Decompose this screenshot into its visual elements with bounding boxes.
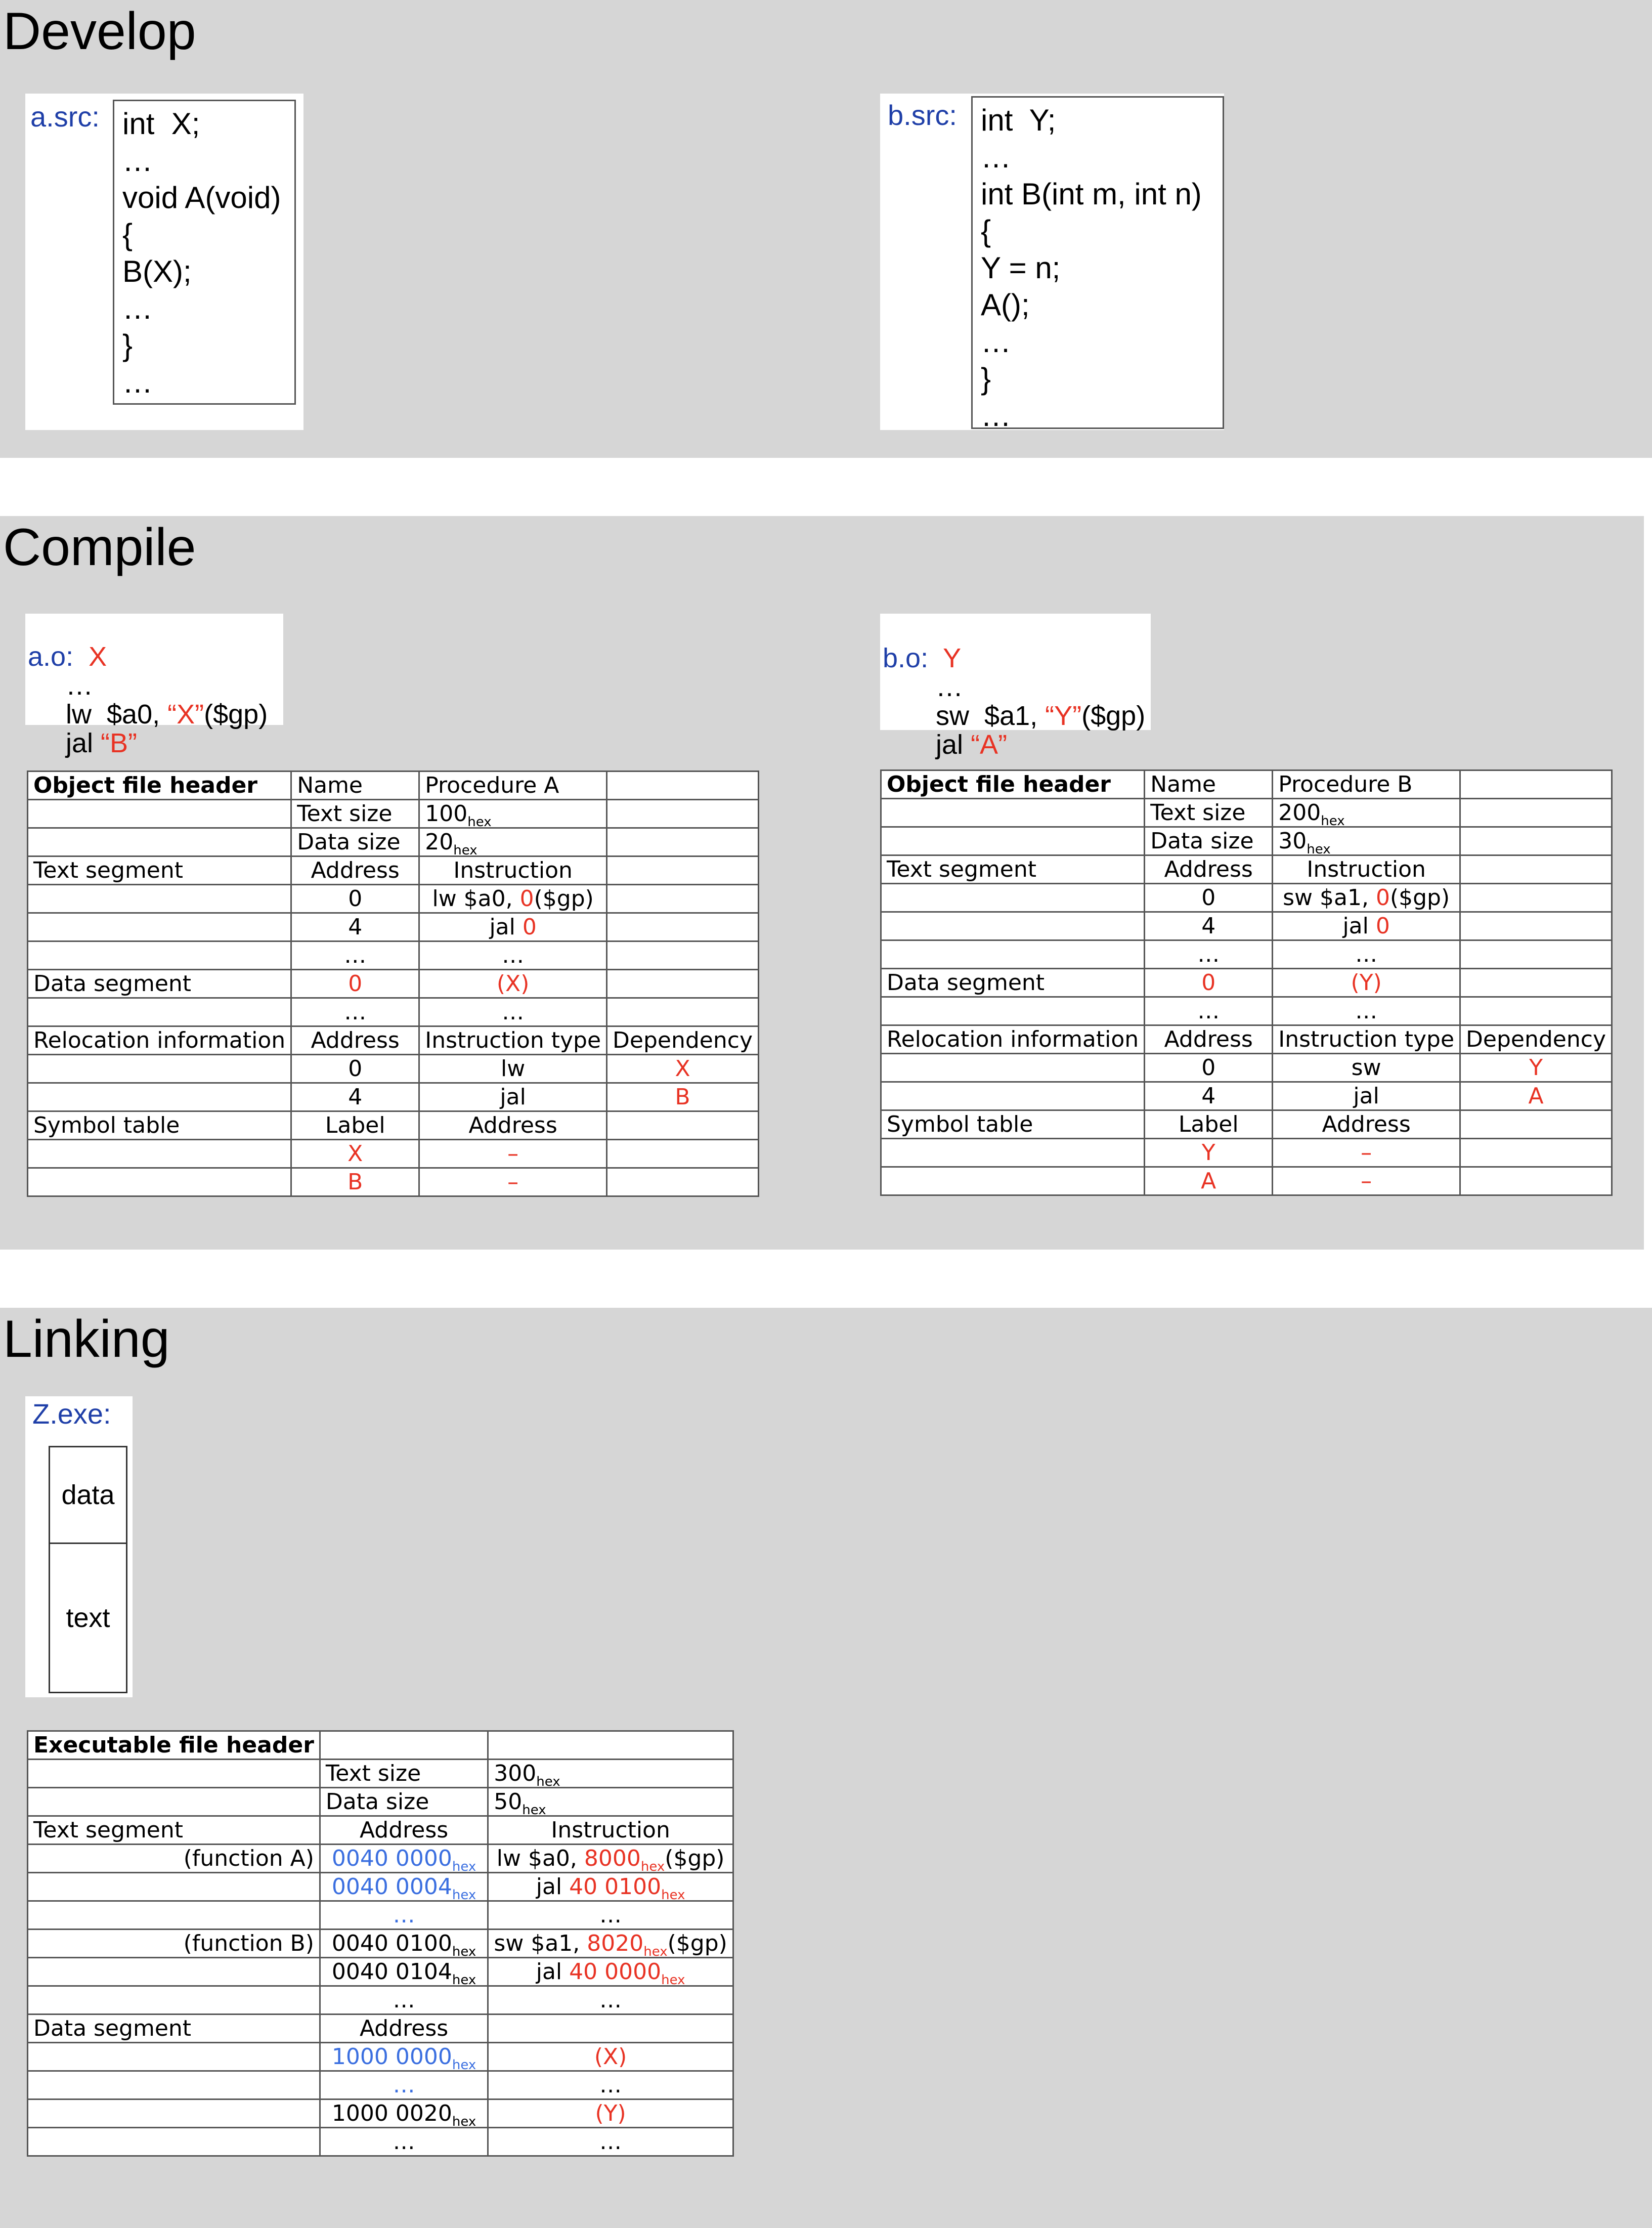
develop-title: Develop bbox=[3, 2, 196, 61]
b-src-label: b.src: bbox=[888, 99, 957, 131]
data-size-value: $30_{hex}$ bbox=[1273, 827, 1460, 855]
code-line: Y = n; bbox=[981, 251, 1061, 285]
data-segment-label: Data segment bbox=[28, 970, 291, 998]
code-line: … bbox=[122, 291, 153, 325]
procedure-name: Procedure A bbox=[419, 772, 607, 800]
code-line: … bbox=[981, 399, 1011, 433]
header-label: Object file header bbox=[881, 770, 1145, 799]
symbol-table-label: Symbol table bbox=[28, 1111, 291, 1140]
code-line: { bbox=[981, 214, 991, 248]
code-line: … bbox=[122, 144, 153, 178]
code-line: A(); bbox=[981, 288, 1030, 322]
instruction-header: Instruction bbox=[1273, 855, 1460, 884]
table-row: 0040 $0104_{hex}$ jal 40 $0000_{hex}$ bbox=[28, 1958, 733, 1986]
text-segment-label: Text segment bbox=[881, 855, 1145, 884]
symbol-table-label: Symbol table bbox=[881, 1110, 1145, 1139]
procedure-name: Procedure B bbox=[1273, 770, 1460, 799]
code-line: … bbox=[981, 140, 1011, 174]
instruction-header: Instruction bbox=[488, 1816, 733, 1845]
a-o-line2: jal “B” bbox=[66, 728, 138, 758]
table-row: … … bbox=[28, 941, 759, 970]
data-segment-label: Data segment bbox=[881, 969, 1145, 997]
table-row: 4 jal 0 bbox=[881, 912, 1612, 940]
text-size-value: $300_{hex}$ bbox=[488, 1760, 733, 1788]
b-o-line1: sw $a1, “Y”($gp) bbox=[936, 701, 1146, 731]
executable-file-table: Executable file header Text size $300_{hex}$ Data size $50_{hex}$ Text segment Address Instruction (function A) 0040 $0000_{hex}$ lw $a0, $8000_{hex}(\$gp)$ 0040 $0004_{hex}$ jal 40 $0100_{hex}$ … … (function B) 0040 $0100_{hex}$ sw $a1, $8020_{hex}(\$gp)$ 0040 $0104_{hex}$ jal 40 $0000_{hex}$ … … Data segment Address 1000 $0000_{hex}$ (X) … … 1000 $0020_{hex}$ (Y) … … bbox=[27, 1730, 734, 2157]
data-size-value: $20_{hex}$ bbox=[419, 828, 607, 856]
a-src-code bbox=[113, 100, 296, 405]
z-exe-label: Z.exe: bbox=[32, 1398, 111, 1430]
table-row: 0 sw $a1, 0($gp) bbox=[881, 884, 1612, 912]
address-header: Address bbox=[320, 1816, 488, 1845]
a-src-label: a.src: bbox=[30, 101, 100, 133]
name-label: Name bbox=[1145, 770, 1273, 799]
data-size-value: $50_{hex}$ bbox=[488, 1788, 733, 1816]
code-line: B(X); bbox=[122, 254, 192, 288]
a-o-ellipsis bbox=[28, 670, 66, 701]
text-size-label: Text size bbox=[1145, 799, 1273, 827]
b-o-label: b.o: bbox=[883, 643, 929, 673]
code-line: int B(int m, int n) bbox=[981, 177, 1202, 211]
text-segment-label: Text segment bbox=[28, 1816, 320, 1845]
address-header: Address bbox=[291, 856, 419, 885]
a-o-line1: lw $a0, “X”($gp) bbox=[66, 699, 268, 730]
b-src-code bbox=[971, 96, 1224, 433]
table-row: 0 sw Y bbox=[881, 1054, 1612, 1082]
instruction-header: Instruction bbox=[419, 856, 607, 885]
object-file-table-b: Object file header Name Procedure B Text size $200_{hex}$ Data size $30_{hex}$ Text segment Address Instruction 0 sw $a1, 0($gp) 4 jal 0 … … Data segment 0 (Y) … … Relocation information Address Instruction type Dependency 0 sw Y 4 jal A Symbol table Label Address Y – A – bbox=[880, 769, 1613, 1196]
name-label: Name bbox=[291, 772, 419, 800]
code-line: { bbox=[122, 218, 133, 251]
code-line: … bbox=[981, 325, 1011, 359]
data-size-label: Data size bbox=[320, 1788, 488, 1816]
table-row: 4 jal A bbox=[881, 1082, 1612, 1110]
text-segment-label: Text segment bbox=[28, 856, 291, 885]
data-size-label: Data size bbox=[291, 828, 419, 856]
code-line: int Y; bbox=[981, 103, 1056, 137]
code-line: } bbox=[981, 362, 991, 396]
table-row: 0 lw X bbox=[28, 1055, 759, 1083]
table-row: 4 jal 0 bbox=[28, 913, 759, 941]
b-o-ellipsis bbox=[883, 672, 936, 702]
table-row: 4 jal B bbox=[28, 1083, 759, 1111]
data-size-label: Data size bbox=[1145, 827, 1273, 855]
table-row: 0040 $0004_{hex}$ jal 40 $0100_{hex}$ bbox=[28, 1873, 733, 1901]
z-exe-text-segment: text bbox=[49, 1543, 127, 1693]
b-o-symbol: Y bbox=[943, 643, 962, 673]
code-line: void A(void) bbox=[122, 181, 281, 215]
b-o-dots: … bbox=[936, 672, 964, 702]
a-o-symbol: X bbox=[89, 641, 107, 672]
code-line: … bbox=[122, 365, 153, 399]
table-row: B – bbox=[28, 1168, 759, 1196]
z-exe-data-segment: data bbox=[49, 1446, 127, 1544]
table-row: 1000 $0000_{hex}$ (X) bbox=[28, 2043, 733, 2071]
a-o-dots: … bbox=[66, 670, 94, 701]
header-label: Object file header bbox=[28, 772, 291, 800]
table-row: 1000 $0020_{hex}$ (Y) bbox=[28, 2100, 733, 2128]
object-file-table-a: Object file header Name Procedure A Text size $100_{hex}$ Data size $20_{hex}$ Text segment Address Instruction 0 lw $a0, 0($gp) 4 jal 0 … … Data segment 0 (X) … … Relocation information Address Instruction type Dependency 0 lw X 4 jal B Symbol table Label Address X – B – bbox=[27, 770, 759, 1197]
linking-title: Linking bbox=[3, 1310, 170, 1368]
table-row: … … bbox=[28, 2128, 733, 2156]
text-size-label: Text size bbox=[320, 1760, 488, 1788]
table-row: 0 lw $a0, 0($gp) bbox=[28, 885, 759, 913]
a-o-snippet bbox=[28, 614, 268, 758]
table-row: … … bbox=[28, 1901, 733, 1930]
relocation-label: Relocation information bbox=[881, 1025, 1145, 1054]
table-row: … … bbox=[28, 2071, 733, 2100]
table-row: X – bbox=[28, 1140, 759, 1168]
data-segment-label: Data segment bbox=[28, 2015, 320, 2043]
table-row: … … bbox=[28, 998, 759, 1026]
table-row: … … bbox=[881, 940, 1612, 969]
a-o-label: a.o: bbox=[28, 641, 74, 672]
address-header: Address bbox=[1145, 855, 1273, 884]
b-o-line2: jal “A” bbox=[936, 730, 1008, 760]
exe-header-label: Executable file header bbox=[28, 1731, 320, 1760]
table-row: A – bbox=[881, 1167, 1612, 1195]
table-row: … … bbox=[881, 997, 1612, 1025]
text-size-label: Text size bbox=[291, 800, 419, 828]
table-row: Y – bbox=[881, 1139, 1612, 1167]
table-row: … … bbox=[28, 1986, 733, 2015]
table-row: (function A) 0040 $0000_{hex}$ lw $a0, $8000_{hex}(\$gp)$ bbox=[28, 1845, 733, 1873]
b-o-snippet bbox=[883, 615, 1145, 759]
relocation-label: Relocation information bbox=[28, 1026, 291, 1055]
table-row: (function B) 0040 $0100_{hex}$ sw $a1, $8020_{hex}(\$gp)$ bbox=[28, 1930, 733, 1958]
text-size-value: $200_{hex}$ bbox=[1273, 799, 1460, 827]
code-line: } bbox=[122, 328, 133, 362]
code-line: int X; bbox=[122, 107, 200, 141]
compile-title: Compile bbox=[3, 518, 196, 577]
text-size-value: $100_{hex}$ bbox=[419, 800, 607, 828]
